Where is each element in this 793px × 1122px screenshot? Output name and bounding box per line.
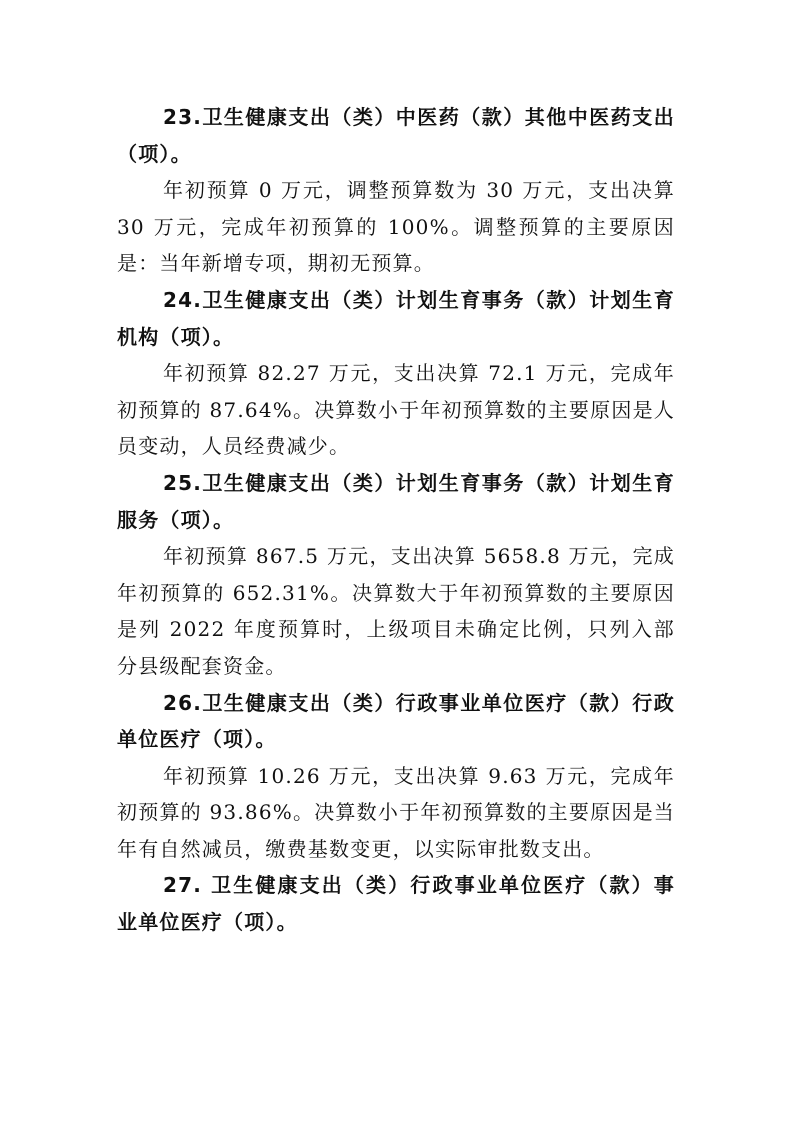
section-heading: 24.卫生健康支出（类）计划生育事务（款）计划生育机构（项）。 bbox=[117, 287, 675, 349]
document-page bbox=[117, 99, 675, 941]
section-body: 年初预算 82.27 万元，支出决算 72.1 万元，完成年初预算的 87.64%。决算数小于年初预算数的主要原因是人员变动，人员经费减少。 bbox=[117, 361, 675, 459]
section-25 bbox=[117, 465, 675, 685]
section-heading: 23.卫生健康支出（类）中医药（款）其他中医药支出（项）。 bbox=[117, 105, 675, 166]
section-27 bbox=[117, 867, 675, 940]
section-26 bbox=[117, 685, 675, 868]
section-body: 年初预算 0 万元，调整预算数为 30 万元，支出决算 30 万元，完成年初预算的 100%。调整预算的主要原因是：当年新增专项，期初无预算。 bbox=[117, 178, 675, 276]
section-body: 年初预算 10.26 万元，支出决算 9.63 万元，完成年初预算的 93.86%。决算数小于年初预算数的主要原因是当年有自然减员，缴费基数变更，以实际审批数支出。 bbox=[117, 763, 675, 861]
section-heading: 25.卫生健康支出（类）计划生育事务（款）计划生育服务（项）。 bbox=[117, 470, 675, 532]
section-body: 年初预算 867.5 万元，支出决算 5658.8 万元，完成年初预算的 652.31%。决算数大于年初预算数的主要原因是列 2022 年度预算时，上级项目未确定比例，只列入部分县级配套资金。 bbox=[117, 544, 675, 678]
section-heading: 27. 卫生健康支出（类）行政事业单位医疗（款）事业单位医疗（项）。 bbox=[117, 873, 675, 935]
section-heading: 26.卫生健康支出（类）行政事业单位医疗（款）行政单位医疗（项）。 bbox=[117, 690, 675, 752]
section-24 bbox=[117, 282, 675, 465]
section-23 bbox=[117, 99, 675, 282]
